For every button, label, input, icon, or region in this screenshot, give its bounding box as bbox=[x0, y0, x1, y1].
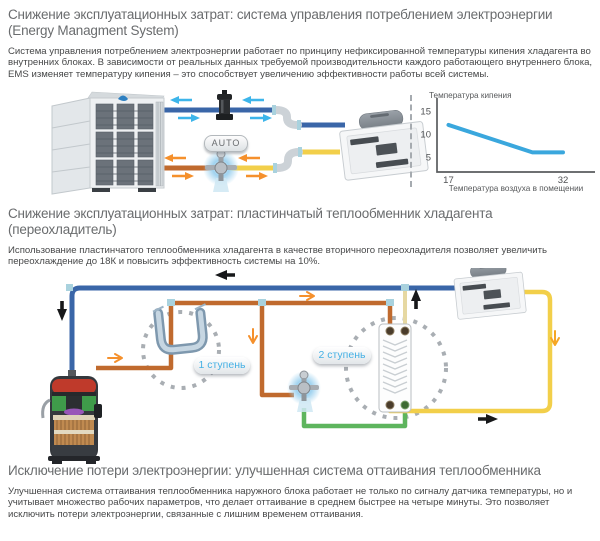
x-tick-label: 17 bbox=[443, 175, 454, 186]
hx-port-icon bbox=[386, 327, 394, 335]
compressor-illustration bbox=[43, 370, 102, 464]
solenoid-valve-icon bbox=[216, 90, 233, 120]
pipe-sleeve-icon bbox=[298, 147, 302, 157]
stage1-badge: 1 ступень bbox=[194, 357, 250, 374]
section3-paragraph: Улучшенная система оттаивания теплообменника наружного блока работает не только по сигналу датчика температуры, но и учитывает множество рабочих параметров, что делает оттаивание в среднем быстрее на четыре минуты. Это позволяет исключить потери электроэнергии, связанные с лишним временем оттаивания. bbox=[8, 485, 573, 521]
chart-axes bbox=[437, 98, 595, 172]
chart-title: Температура кипения bbox=[429, 91, 512, 100]
flow-arrow-left-icon bbox=[215, 270, 235, 280]
subcooler-diagram bbox=[0, 268, 600, 464]
hx-port-icon bbox=[401, 401, 409, 409]
hx-port-icon bbox=[386, 401, 394, 409]
pipe-sleeve-icon bbox=[386, 299, 394, 306]
dashed-separator bbox=[410, 95, 412, 187]
chart-line bbox=[448, 125, 563, 152]
flow-arrow-right-icon bbox=[478, 414, 498, 424]
flow-arrow-right-icon bbox=[178, 114, 200, 122]
stage1-heat-exchanger-icon bbox=[153, 302, 210, 351]
flow-arrow-down-icon bbox=[57, 301, 67, 321]
expansion-valve-icon bbox=[203, 150, 239, 192]
section2-paragraph: Использование пластинчатого теплообменника хладагента в качестве вторичного переохладителя позволяет увеличить переохлаждение до 18К и повысить эффективность системы на 10%. bbox=[8, 244, 547, 268]
flow-arrow-right-icon bbox=[300, 292, 314, 300]
cassette-unit-illustration bbox=[453, 268, 527, 319]
section2-heading-line2: (переохладитель) bbox=[8, 221, 117, 237]
expansion-valve-icon bbox=[287, 371, 321, 412]
y-tick-label: 15 bbox=[420, 106, 431, 118]
flow-arrow-right-icon bbox=[246, 172, 268, 180]
pipe-sleeve-icon bbox=[167, 299, 175, 306]
flow-arrow-down-icon bbox=[249, 329, 257, 343]
section1-heading-line2: (Energy Managment System) bbox=[8, 22, 179, 38]
x-tick-label: 32 bbox=[557, 175, 569, 186]
flow-arrow-left-icon bbox=[170, 96, 192, 104]
section3-heading-line1: Исключение потери электроэнергии: улучшенная система оттаивания теплообменника bbox=[8, 463, 541, 478]
hx-port-icon bbox=[401, 327, 409, 335]
pipe-sleeve-icon bbox=[297, 120, 301, 130]
flow-arrow-left-icon bbox=[242, 96, 264, 104]
pipe-junction-icon bbox=[401, 284, 409, 291]
y-tick-label: 10 bbox=[420, 129, 431, 141]
pipe-elbow-icon bbox=[276, 110, 298, 125]
y-tick-label: 5 bbox=[425, 152, 431, 164]
section1-heading-line1: Снижение эксплуатационных затрат: система управления потреблением электроэнергии bbox=[8, 7, 553, 22]
stage2-badge: 2 ступень bbox=[313, 347, 371, 364]
outdoor-unit-illustration bbox=[52, 92, 164, 194]
section2-heading bbox=[8, 206, 492, 237]
pipe-sleeve-icon bbox=[258, 299, 266, 306]
auto-mode-badge: AUTO bbox=[204, 135, 248, 152]
section3-heading bbox=[8, 463, 541, 479]
flow-arrow-up-icon bbox=[411, 289, 421, 309]
section2-heading-line1: Снижение эксплуатационных затрат: пластинчатый теплообменник хладагента bbox=[8, 206, 493, 221]
section1-heading bbox=[8, 7, 552, 38]
pipe-sleeve-icon bbox=[272, 105, 276, 115]
flow-arrow-left-icon bbox=[238, 154, 260, 162]
flow-arrow-right-icon bbox=[250, 114, 272, 122]
pipe-sleeve-icon bbox=[66, 284, 73, 291]
pipe-sleeve-icon bbox=[273, 163, 277, 173]
chart-x-axis-label: Температура воздуха в помещении bbox=[448, 184, 584, 193]
pipe-elbow-icon bbox=[277, 152, 299, 168]
section1-paragraph: Система управления потреблением электроэнергии работает по принципу нефиксированной температуры кипения хладагента во внутренних блоках. В зависимости от реальных данных требуемой производительности каждого работающего внутреннего блока, EMS изменяет температуру кипения – это способствует увеличению эффективности работы всей системы. bbox=[8, 45, 593, 81]
flow-arrow-right-icon bbox=[172, 172, 194, 180]
plate-heat-exchanger-icon bbox=[379, 324, 411, 412]
flow-arrow-right-icon bbox=[108, 354, 122, 362]
flow-arrow-left-icon bbox=[164, 154, 186, 162]
